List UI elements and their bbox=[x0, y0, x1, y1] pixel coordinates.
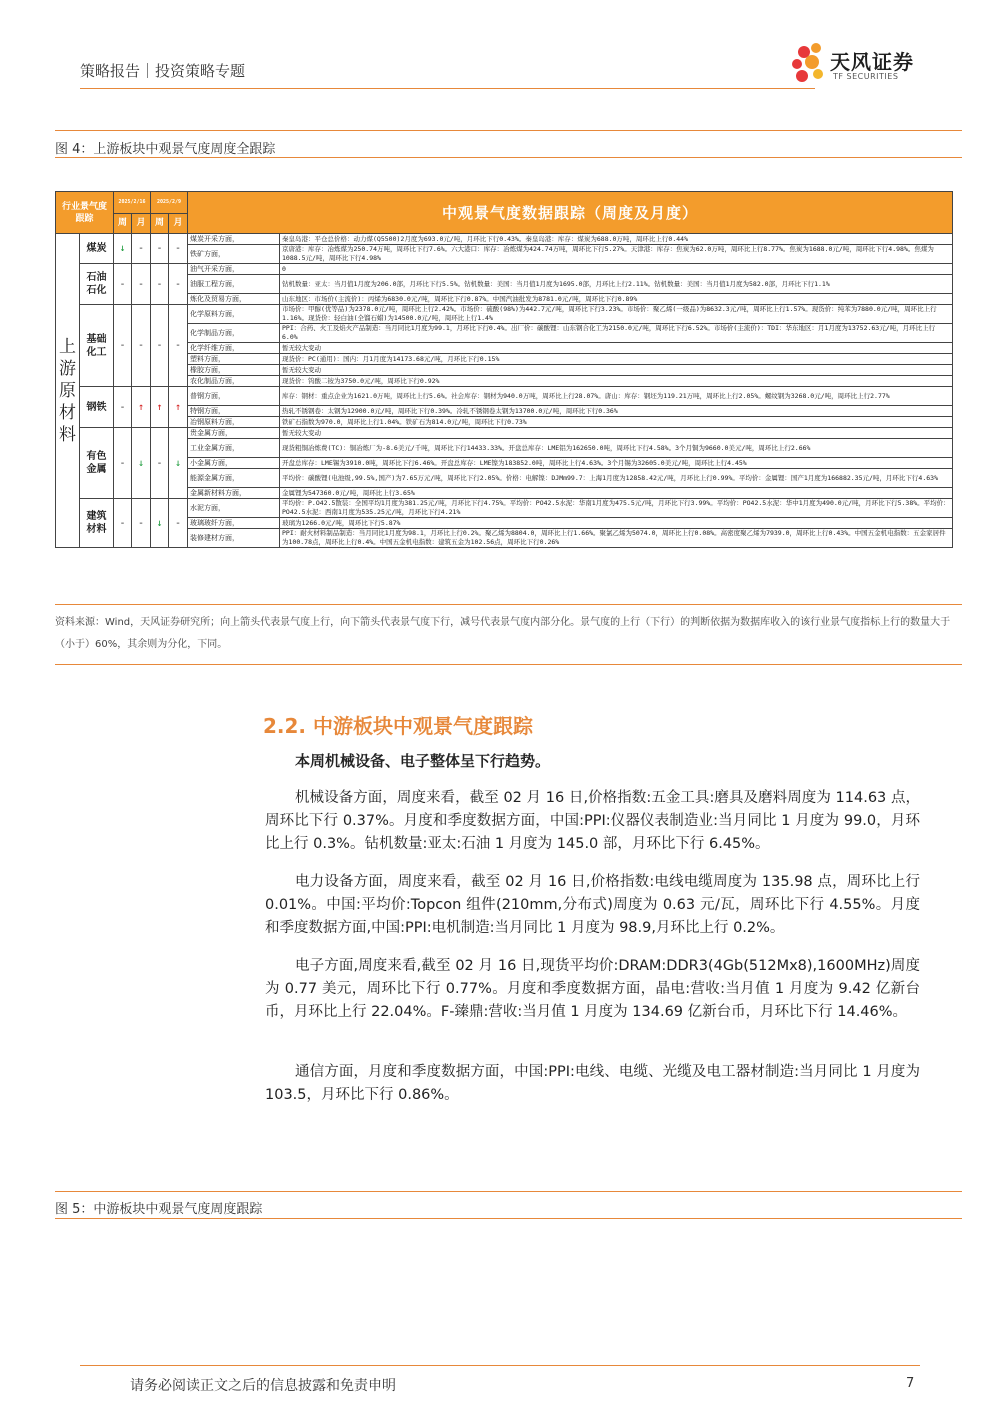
trend-signal: ↑ bbox=[169, 387, 188, 428]
indicator-data: 平均价：碳酸锂(电池级,99.5%,国产)为7.65万元/吨，周环比下行2.05%。价格：电解镍：DJMm99.7：上海1月度为12858.42元/吨，月环比上行0.99%。平均价：金属锂：国产1月度为166882.35元/吨，月环比下行4.63% bbox=[280, 469, 953, 488]
indicator-data: 暂无较大变动 bbox=[280, 365, 953, 376]
table-row bbox=[56, 458, 953, 469]
figure5-caption-rule bbox=[55, 1218, 962, 1219]
indicator-data: 山东地区：市场价(主流价)：丙烯为6830.0元/吨，周环比下行0.87%。中国汽油批发为8781.0元/吨，周环比下行0.89% bbox=[280, 294, 953, 305]
indicator-data: PPI：合药、火工及焰火产品制造：当月同比1月度为99.1，月环比下行0.4%。出厂价：碳酸锂：山东钢合化工为2150.0元/吨，周环比下行6.52%。市场价(主流价)：TDI：华东地区：月1月度为13752.63元/吨，月环比上行6.0% bbox=[280, 324, 953, 343]
table-row bbox=[56, 275, 953, 294]
header-divider bbox=[80, 88, 815, 89]
upstream-tracking-table bbox=[55, 191, 953, 548]
figure4-caption-rule bbox=[55, 157, 962, 158]
trend-signal: - bbox=[132, 305, 151, 387]
indicator-data: 秦皇岛港：平仓总价格：动力煤(Q5500)2月度为693.0元/吨，月环比下行0.43%。秦皇岛港：库存：煤炭为688.0万吨，周环比上行0.44% bbox=[280, 234, 953, 245]
sub-sector: 特钢方面， bbox=[188, 406, 280, 417]
section-title: 2.2. 中游板块中观景气度跟踪 bbox=[263, 714, 533, 738]
section-lead: 本周机械设备、电子整体呈下行趋势。 bbox=[295, 752, 551, 770]
table-week-header: 周 bbox=[114, 214, 132, 234]
indicator-data: 京唐港：库存：冶炼煤为250.74万吨，周环比下行7.6%。六大港口：库存：冶炼煤为424.74万吨，周环比下行5.27%。天津港：库存：焦炭为62.0万吨，周环比上行8.77%。焦炭为1688.0元/吨，周环比下行4.98%。焦煤为1088.5元/吨，周环比下行4.98% bbox=[280, 245, 953, 264]
figure5-top-rule bbox=[55, 1191, 962, 1192]
table-row bbox=[56, 264, 953, 275]
trend-signal: - bbox=[114, 428, 132, 499]
sub-sector: 化学制品方面， bbox=[188, 324, 280, 343]
trend-signal: - bbox=[114, 387, 132, 428]
sub-sector: 农化制品方面， bbox=[188, 376, 280, 387]
industry-name: 建筑材料 bbox=[80, 499, 114, 548]
trend-signal: - bbox=[114, 264, 132, 305]
paragraph-electronics: 电子方面,周度来看,截至 02 月 16 日,现货平均价:DRAM:DDR3(4Gb(512Mx8),1600MHz)周度为 0.77 美元，周环比下行 0.77%。月度和季度数据方面，晶电:营收:当月值 1 月度为 9.42 亿新台币，月环比上行 22.04%。F-臻鼎:营收:当月值 1 月度为 134.69 亿新台币，月环比下行 14.46%。 bbox=[265, 958, 920, 1020]
sub-sector: 炼化及贸易方面， bbox=[188, 294, 280, 305]
sub-sector: 普钢方面， bbox=[188, 387, 280, 406]
sub-sector: 橡胶方面， bbox=[188, 365, 280, 376]
trend-signal: - bbox=[151, 234, 169, 264]
trend-signal: - bbox=[169, 264, 188, 305]
figure4-caption: 图 4：上游板块中观景气度周度全跟踪 bbox=[55, 142, 276, 157]
table-date1: 2025/2/16 bbox=[114, 192, 151, 214]
table-row bbox=[56, 518, 953, 529]
trend-signal: - bbox=[169, 234, 188, 264]
table-row bbox=[56, 439, 953, 458]
sub-sector: 水泥方面， bbox=[188, 499, 280, 518]
sub-sector: 玻璃玻纤方面， bbox=[188, 518, 280, 529]
table-row bbox=[56, 417, 953, 428]
trend-signal: - bbox=[151, 428, 169, 499]
paragraph-telecom: 通信方面，月度和季度数据方面，中国:PPI:电线、电缆、光缆及电工器材制造:当月同比 1 月度为 103.5，月环比下行 0.86%。 bbox=[265, 1064, 920, 1103]
table-row bbox=[56, 428, 953, 439]
indicator-data: 0 bbox=[280, 264, 953, 275]
trend-signal: - bbox=[169, 499, 188, 548]
indicator-data: 现货价：PC(通用)：国内：月1月度为14173.68元/吨，月环比下行0.15% bbox=[280, 354, 953, 365]
sub-sector: 煤炭开采方面， bbox=[188, 234, 280, 245]
source-note-rule-bottom bbox=[55, 664, 962, 665]
sub-sector: 贵金属方面， bbox=[188, 428, 280, 439]
source-note: 资料来源：Wind，天风证券研究所；向上箭头代表景气度上行，向下箭头代表景气度下行，减号代表景气度内部分化。景气度的上行（下行）的判断依据为数据库收入的该行业景气度指标上行的数量大于（小于）60%，其余则为分化，下同。 bbox=[55, 617, 951, 650]
trend-signal: ↓ bbox=[132, 428, 151, 499]
table-week-header: 周 bbox=[151, 214, 169, 234]
paragraph-machinery: 机械设备方面，周度来看，截至 02 月 16 日,价格指数:五金工具:磨具及磨料周度为 114.63 点，周环比下行 0.37%。月度和季度数据方面，中国:PPI:仪器仪表制造业:当月同比 1 月度为 99.0，月环比上行 0.3%。钻机数量:亚太:石油 1 月度为 145.0 部，月环比下行 6.45%。 bbox=[265, 790, 920, 852]
sub-sector: 装修建材方面， bbox=[188, 529, 280, 548]
trend-signal: - bbox=[132, 499, 151, 548]
trend-signal: - bbox=[114, 305, 132, 387]
sub-sector: 金属新材料方面， bbox=[188, 488, 280, 499]
indicator-data: 玻璃为1266.0元/吨，周环比下行5.87% bbox=[280, 518, 953, 529]
sub-sector: 冶钢原料方面， bbox=[188, 417, 280, 428]
trend-signal: - bbox=[132, 264, 151, 305]
indicator-data: 暂无较大变动 bbox=[280, 428, 953, 439]
sub-sector: 油服工程方面， bbox=[188, 275, 280, 294]
indicator-data: 金属锂为547360.0元/吨，周环比上行3.65% bbox=[280, 488, 953, 499]
report-type: 策略报告｜投资策略专题 bbox=[80, 62, 246, 80]
indicator-data: 铁矿石指数为970.0，周环比上行1.04%。铁矿石为814.0元/吨，周环比下行0.73% bbox=[280, 417, 953, 428]
trend-signal: ↓ bbox=[169, 428, 188, 499]
table-row bbox=[56, 387, 953, 406]
section-label: 上游原材料 bbox=[56, 234, 80, 548]
table-row bbox=[56, 294, 953, 305]
table-row bbox=[56, 406, 953, 417]
sub-sector: 小金属方面， bbox=[188, 458, 280, 469]
indicator-data: 开盘总库存：LME锡为3910.0吨，周环比下行6.46%。开盘总库存：LME镍为183852.0吨，周环比上行4.63%。3个月锡为32605.0美元/吨，周环比上行4.45% bbox=[280, 458, 953, 469]
industry-name: 石油石化 bbox=[80, 264, 114, 305]
page-number: 7 bbox=[906, 1376, 915, 1391]
sub-sector: 铁矿方面， bbox=[188, 245, 280, 264]
table-row bbox=[56, 365, 953, 376]
industry-name: 基础化工 bbox=[80, 305, 114, 387]
figure4-top-rule bbox=[55, 130, 962, 131]
trend-signal: ↑ bbox=[151, 387, 169, 428]
table-month-header: 月 bbox=[169, 214, 188, 234]
trend-signal: - bbox=[151, 264, 169, 305]
paragraph-power-equipment: 电力设备方面，周度来看，截至 02 月 16 日,价格指数:电线电缆周度为 135.98 点，周环比上行 0.01%。中国:平均价:Topcon 组件(210mm,分布式)周度为 0.63 元/瓦，周环比下行 4.55%。月度和季度数据方面,中国:PPI:电机制造:当月同比 1 月度为 98.9,月环比上行 0.2%。 bbox=[265, 874, 920, 936]
industry-name: 钢铁 bbox=[80, 387, 114, 428]
indicator-data: PPI：耐火材料制品制造：当月同比1月度为98.1，月环比上行0.2%。聚乙烯为8804.0，周环比上行1.66%。聚氯乙烯为5074.0，周环比上行0.08%。高密度聚乙烯为7939.0，周环比上行0.43%。中国五金机电指数：五金家居件为100.78点，周环比上行0.4%。中国五金机电指数：建筑五金为102.56点，周环比下行0.26% bbox=[280, 529, 953, 548]
indicator-data: 库存：钢材：重点企业为1621.0万吨，周环比上行5.6%。社会库存：钢材为940.0万吨，周环比上行28.07%。唐山：库存：钢坯为119.21万吨，周环比上行2.05%。螺纹钢为3268.0元/吨，周环比上行2.77% bbox=[280, 387, 953, 406]
footer-disclaimer: 请务必阅读正文之后的信息披露和免责申明 bbox=[130, 1378, 396, 1394]
logo-text-en: TF SECURITIES bbox=[833, 72, 899, 81]
indicator-data: 钻机数量：亚太：当月值1月度为206.0部，月环比下行5.5%。钻机数量：美国：当月值1月度为1695.0部，月环比上行2.11%。钻机数量：美国：当月值1月度为582.0部，月环比下行1.1% bbox=[280, 275, 953, 294]
table-row bbox=[56, 354, 953, 365]
trend-signal: - bbox=[169, 305, 188, 387]
trend-signal: ↓ bbox=[151, 499, 169, 548]
sub-sector: 塑料方面， bbox=[188, 354, 280, 365]
table-row bbox=[56, 529, 953, 548]
indicator-data: 暂无较大变动 bbox=[280, 343, 953, 354]
table-main-title: 中观景气度数据跟踪（周度及月度） bbox=[188, 192, 953, 234]
table-row bbox=[56, 469, 953, 488]
indicator-data: 现货价：钨酸二铵为3750.0元/吨，周环比下行0.92% bbox=[280, 376, 953, 387]
trend-signal: - bbox=[151, 305, 169, 387]
trend-signal: - bbox=[132, 234, 151, 264]
sub-sector: 化学原料方面， bbox=[188, 305, 280, 324]
trend-signal: ↑ bbox=[132, 387, 151, 428]
logo-text-cn: 天风证券 bbox=[830, 50, 914, 74]
industry-name: 煤炭 bbox=[80, 234, 114, 264]
trend-signal: - bbox=[114, 499, 132, 548]
source-note-rule-top bbox=[55, 604, 962, 605]
indicator-data: 市场价：甲醇(优等品)为2378.0元/吨，周环比上行2.42%。市场价：硫酸(98%)为442.7元/吨，周环比下行3.23%。市场价：聚乙烯(一级品)为8632.3元/吨，周环比上行1.57%。现货价：纯苯为7880.0元/吨，周环比上行1.16%。现货价：轻白油(全馏石蜡)为14500.0元/吨，周环比上行1.4% bbox=[280, 305, 953, 324]
sub-sector: 油气开采方面， bbox=[188, 264, 280, 275]
indicator-data: 平均价：P.O42.5散装：全国平均1月度为381.25元/吨，月环比下行4.75%。平均价：PO42.5水泥：华南1月度为475.5元/吨，月环比下行3.99%。平均价：PO42.5水泥：华中1月度为490.0元/吨，月环比下行5.38%。平均价：PO42.5水泥：西南1月度为535.25元/吨，月环比下行4.21% bbox=[280, 499, 953, 518]
sub-sector: 化学纤维方面， bbox=[188, 343, 280, 354]
table-row bbox=[56, 488, 953, 499]
indicator-data: 现货粗铜冶炼费(TC)：铜冶炼厂为-8.6美元/千吨，周环比下行14433.33%。开盘总库存：LME铝为162650.0吨，周环比下行4.58%。3个月铜为9660.0美元/吨，周环比上行2.66% bbox=[280, 439, 953, 458]
table-row bbox=[56, 343, 953, 354]
table-row bbox=[56, 234, 953, 245]
table-corner-header: 行业景气度跟踪 bbox=[56, 192, 114, 234]
footer-rule bbox=[80, 1365, 920, 1366]
figure5-caption: 图 5：中游板块中观景气度周度跟踪 bbox=[55, 1202, 263, 1217]
table-row bbox=[56, 245, 953, 264]
table-month-header: 月 bbox=[132, 214, 151, 234]
table-date2: 2025/2/9 bbox=[151, 192, 188, 214]
figure4-table-container bbox=[55, 191, 953, 571]
industry-name: 有色金属 bbox=[80, 428, 114, 499]
sub-sector: 工业金属方面， bbox=[188, 439, 280, 458]
table-row bbox=[56, 499, 953, 518]
trend-signal: ↓ bbox=[114, 234, 132, 264]
table-row bbox=[56, 376, 953, 387]
indicator-data: 热轧不锈钢卷：太钢为12900.0元/吨，周环比下行0.39%。冷轧不锈钢卷太钢为13700.0元/吨，周环比下行0.36% bbox=[280, 406, 953, 417]
table-row bbox=[56, 305, 953, 324]
table-row bbox=[56, 324, 953, 343]
sub-sector: 能源金属方面， bbox=[188, 469, 280, 488]
